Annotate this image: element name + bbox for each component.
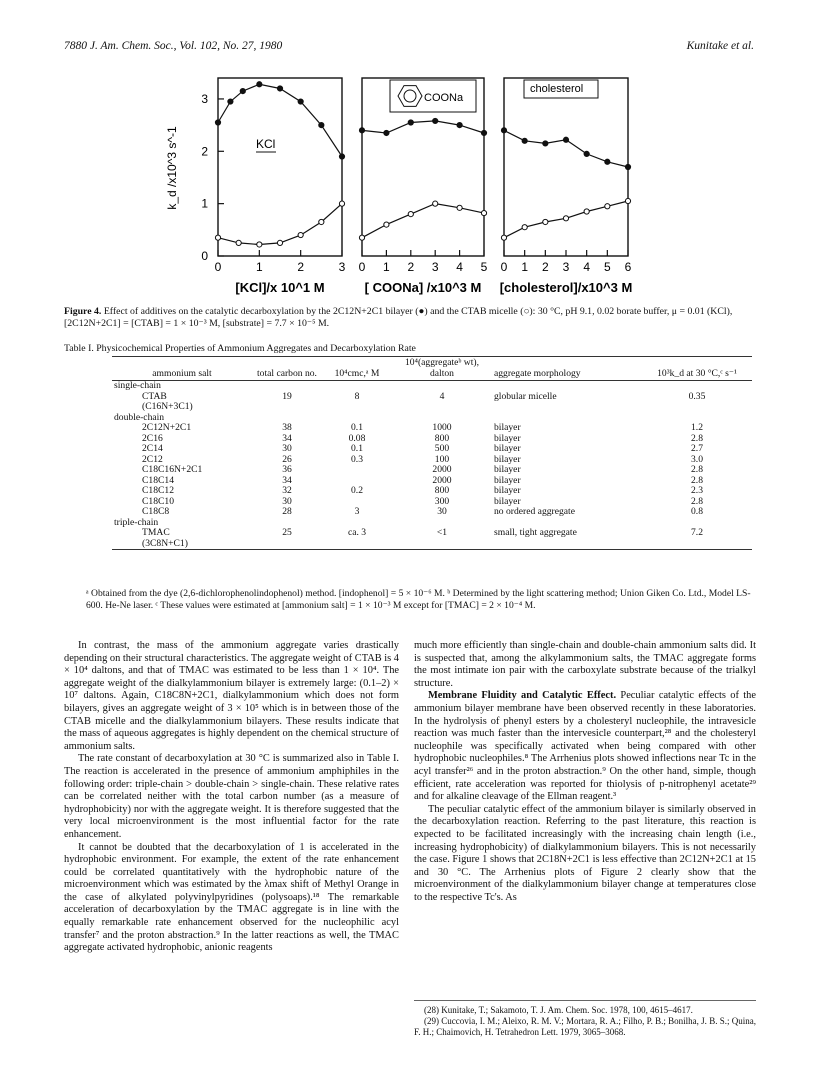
micelle-point [605,204,610,209]
table-cell-morph: bilayer [494,464,521,475]
x-tick-label: 3 [338,260,346,274]
table-cell-morph: bilayer [494,432,521,444]
micelle-point [384,222,389,227]
micelle-point [543,219,548,224]
table-row [112,539,752,550]
table-cell-wt [392,539,492,550]
table-cell-cmc [322,381,392,392]
table-cell-morph: small, tight aggregate [494,527,577,538]
table-cell-cmc [322,539,392,550]
table-cell-carbon: 34 [282,432,292,444]
figure-4-chart [150,60,670,310]
table-cell-kd: 3.0 [691,453,703,465]
bilayer-point [408,120,413,125]
micelle-point [257,242,262,247]
running-head [64,40,754,56]
x-axis-label: [cholesterol]/x10^3 M [499,280,633,295]
table-cell-kd: 0.35 [688,390,706,402]
micelle-point [215,235,220,240]
table-cell-wt: 800 [434,485,450,496]
table-cell-salt: double-chain [114,411,165,423]
x-tick-label: 5 [603,260,611,274]
x-tick-label: 1 [255,260,263,274]
table-cell-salt: 2C12N+2C1 [142,422,192,433]
table-cell-salt: 2C16 [142,432,163,444]
table-cell-carbon: 32 [282,485,292,496]
micelle-point [522,225,527,230]
table-row [112,392,752,403]
bilayer-point [359,128,364,133]
panel-frame [218,78,342,256]
figure-caption [64,306,754,330]
table-cell-kd [642,402,752,413]
table-cell-cmc: 0.08 [348,432,366,444]
y-tick-label: 0 [201,249,208,263]
table-row [112,444,752,455]
table-cell-morph: globular micelle [494,390,557,402]
panel-label-cholesterol: cholesterol [530,83,584,95]
x-tick-label: 6 [624,260,632,274]
micelle-point [457,205,462,210]
table-cell-cmc [322,402,392,413]
table-cell-cmc [322,465,392,476]
micelle-point [277,240,282,245]
paragraph: The peculiar catalytic effect of the ammonium bilayer is similarly observed in the decarboxylation reaction. Referring to the past literature, this reaction is expected to be facilitated increasingly with the increasing chain length (i.e., increasing hydrophobicity) of dialkylammonium bilayers. This is not necessarily the case. Figure 1 shows that 2C18N+2C1 is less effective than 2C12N+2C1 at 15 and 30 °C. The Arrhenius plots of Figure 2 clearly show that the microenvironment of the dialkylammonium bilayer change at temperatures close to the respective Tc's. As [414,803,756,903]
bilayer-point [457,123,462,128]
bilayer-point [384,130,389,135]
paragraph [414,690,756,803]
bilayer-point [257,82,262,87]
table-cell-kd: 7.2 [691,527,703,538]
paragraph: It cannot be doubted that the decarboxylation of 1 is accelerated in the hydrophobic environment. For example, the extent of the rate enhancement could be correlated quantitatively with the hydrophobic nature of the microenvironment which was estimated by the λmax shift of Methyl Orange in the case of alkylated polyvinylpyridines (polysoaps).¹⁸ The remarkable acceleration of decarboxylation by the TMAC aggregate is in line with the equally remarkable rate enhancement observed for the nucleophilic acyl transfer⁷ and the proton abstraction.⁹ In the latter reactions as well, the TMAC aggregate activated hydrophobic, anionic reagents [64,841,399,954]
panel-frame [362,78,484,256]
caption-label: Figure 4. [64,306,102,317]
paragraph: much more efficiently than single-chain and double-chain ammonium salts did. It is suspected that, among the alkylammonium salts, the TMAC aggregate forms the most intimate ion pair with the carboxylate substrate because of the trialkyl structure. [414,640,756,689]
table-group-row [112,518,752,529]
table-cell-carbon: 28 [282,506,292,517]
reference-28: (28) Kunitake, T.; Sakamoto, T. J. Am. Chem. Soc. 1978, 100, 4615–4617. [424,1005,693,1015]
x-tick-label: 5 [480,260,488,274]
table-cell-salt: C18C14 [142,474,174,486]
body-column-left [64,640,399,955]
table-title: Table I. Physicochemical Properties of Ammonium Aggregates and Decarboxylation Rate [64,343,416,354]
col-header-salt: ammonium salt [152,367,212,379]
micelle-point [319,219,324,224]
table-cell-carbon [252,539,322,550]
bilayer-point [625,164,630,169]
table-cell-carbon: 30 [282,495,292,507]
bilayer-point [501,128,506,133]
table-cell-salt: CTAB [142,390,167,402]
bilayer-point [277,86,282,91]
x-tick-label: 0 [500,260,508,274]
table-row [112,423,752,434]
table-cell-kd: 2.8 [691,432,703,444]
panel-label-kcl: KCl [256,137,276,151]
micelle-point [359,235,364,240]
table-cell-morph: bilayer [494,443,521,454]
table-cell-morph: bilayer [494,495,521,507]
table-cell-carbon: 19 [282,390,292,402]
table-cell-kd: 2.8 [691,464,703,475]
table-cell-salt: triple-chain [114,516,159,528]
bilayer-point [228,99,233,104]
table-row [112,465,752,476]
body-column-right [414,640,756,904]
bilayer-point [563,137,568,142]
table-footnotes: ᵃ Obtained from the dye (2,6-dichlorophenolindophenol) method. [indophenol] = 5 × 10⁻⁶ M. ᵇ Determined by the light scattering method; Union Giken Co. Ltd., Model LS-600. He-Ne laser. ᶜ These values were estimated at [ammonium salt] = 1 × 10⁻³ M except for [TMAC] = 2 × 10⁻⁴ M. [86,588,751,611]
micelle-point [433,201,438,206]
table-cell-wt: 800 [434,432,450,444]
bilayer-point [481,130,486,135]
table-cell-salt: C18C8 [142,506,170,517]
reference-29: (29) Cuccovia, I. M.; Aleixo, R. M. V.; Mortara, R. A.; Filho, P. B.; Bonilha, J. B. S.; Quina, F. H.; Chaimovich, H. Tetrahedron Lett. 1979, 3065–3068. [414,1016,756,1037]
bilayer-point [433,118,438,123]
table-cell-salt: single-chain [114,380,161,391]
caption-text: Effect of additives on the catalytic decarboxylation by the 2C12N+2C1 bilayer (●) and the CTAB micelle (○): 30 °C, pH 9.1, 0.02 borate buffer, μ = 0.01 (KCl), [2C12N+2C1] = [CTAB] = 1 × 10⁻³ M, [substrate] = 7.7 × 10⁻⁵ M. [64,306,733,329]
table-cell-salt: 2C12 [142,453,163,465]
table-cell-cmc: 0.3 [351,453,363,465]
col-header-carbon: total carbon no. [257,367,317,379]
table-group-row [112,381,752,392]
x-tick-label: 4 [583,260,591,274]
y-axis-label: k_d /x10^3 s^-1 [165,126,179,210]
benzene-ring-icon [398,86,422,107]
table-cell-morph [492,539,642,550]
series-line [362,204,484,238]
col-header-cmc: 10⁴cmc,ᵃ M [334,367,380,379]
table-row [112,486,752,497]
table-row [112,476,752,487]
x-tick-label: 2 [297,260,305,274]
x-tick-label: 0 [358,260,366,274]
table-cell-carbon: 25 [282,527,292,538]
micelle-point [625,198,630,203]
table-cell-morph: no ordered aggregate [494,506,575,517]
panel-label-coona: COONa [424,92,464,104]
properties-table [112,356,752,550]
table-cell-kd [642,539,752,550]
table-cell-cmc: 3 [354,506,360,517]
table-cell-salt: C18C16N+2C1 [142,464,203,475]
table-cell-wt: 300 [434,495,450,507]
journal-citation: 7880 J. Am. Chem. Soc., Vol. 102, No. 27, 1980 [64,40,283,52]
table-cell-wt: 2000 [432,464,452,475]
table-cell-cmc: 8 [354,390,360,402]
micelle-point [481,210,486,215]
paragraph-text: Peculiar catalytic effects of the ammonium bilayer membrane have been observed recently in these laboratories. In the hydrolysis of phenyl esters by a cholesteryl nucleophile, the intravesicle reaction was much faster than the intervesicle counterpart,²⁸ and the cholesteryl nucleophile was specifically activated when being compared with other hydrophobic nucleophiles.⁸ The Arrhenius plots showed inflections near Tc in the acyl transfer²⁶ and in the proton abstraction.⁹ On the other hand, simple, though efficient, rate acceleration was reported for thiolysis of p-nitrophenyl acetate²⁹ and for alkaline cleavage of the Ellman reagent.³ [414,690,756,803]
micelle-point [584,209,589,214]
x-tick-label: 4 [456,260,463,274]
table-cell-wt: 100 [434,453,450,465]
bilayer-point [522,138,527,143]
y-tick-label: 3 [201,91,208,106]
benzene-ring-inner-icon [404,90,416,102]
y-tick-label: 1 [201,196,208,211]
x-axis-label: [ COONa] /x10^3 M [364,280,482,295]
table-cell-kd: 2.7 [691,443,703,454]
table-cell-salt: (C16N+3C1) [142,401,193,412]
table-cell-kd: 0.8 [691,506,703,517]
x-tick-label: 3 [562,260,570,274]
paragraph: In contrast, the mass of the ammonium aggregate varies drastically depending on their structural characteristics. The aggregate weight of CTAB is 4 × 10⁴ daltons, and that of TMAC was estimated to be less than 1 × 10⁴. The aggregate weight of the dialkylammonium bilayer is extremely large: (0.1–2) × 10⁷ daltons. Again, C18C8N+2C1, dialkylammonium which does not form bilayers, gives an aggregate weight of 3 × 10⁵ which is in between those of the CTAB micelle and the dialkylammonium bilayers. These results indicate that the mass of aqueous aggregates is highly dependent on the chemical structure of ammonium salts. [64,640,399,752]
bilayer-point [543,141,548,146]
x-axis-label: [KCl]/x 10^1 M [235,280,325,295]
x-tick-label: 2 [541,260,549,274]
bilayer-point [298,99,303,104]
table-cell-morph [492,381,642,392]
x-tick-label: 3 [431,260,439,274]
micelle-point [298,232,303,237]
table-cell-morph: bilayer [494,485,521,496]
table-cell-kd: 1.2 [691,422,703,433]
table-cell-wt [392,381,492,392]
bilayer-point [584,151,589,156]
table-row [112,497,752,508]
references [414,1000,756,1038]
table-cell-salt: C18C10 [142,495,174,507]
table-cell-wt: 1000 [432,422,452,433]
table-cell-cmc: 0.1 [351,443,363,454]
table-cell-wt: 500 [434,443,450,454]
x-tick-label: 0 [214,260,222,274]
table-row [112,402,752,413]
table-cell-carbon: 34 [282,474,292,486]
table-cell-salt: C18C12 [142,485,174,496]
table-cell-kd: 2.8 [691,474,703,486]
micelle-point [408,212,413,217]
table-cell-salt: (3C8N+C1) [142,537,188,549]
table-1 [112,356,752,550]
table-cell-morph: bilayer [494,453,521,465]
x-tick-label: 1 [383,260,390,274]
bilayer-point [605,159,610,164]
table-cell-morph [492,402,642,413]
bilayer-point [240,88,245,93]
table-cell-kd: 2.8 [691,495,703,507]
micelle-point [236,240,241,245]
table-cell-salt: TMAC [142,527,170,538]
table-cell-carbon [252,381,322,392]
series-line [218,84,342,156]
table-cell-carbon: 26 [282,453,292,465]
col-header-weight: 10⁴(aggregateᵇ wt), dalton [405,357,479,379]
table-row [112,434,752,445]
bilayer-point [339,154,344,159]
figure-4 [150,60,670,310]
table-cell-wt: 2000 [432,474,452,486]
series-line [362,121,484,133]
table-cell-carbon [252,402,322,413]
table-cell-cmc: 0.1 [351,422,363,433]
micelle-point [563,216,568,221]
table-cell-carbon: 36 [282,464,292,475]
col-header-kd: 10³k_d at 30 °C,ᶜ s⁻¹ [657,367,737,379]
col-header-morphology: aggregate morphology [494,367,581,379]
table-cell-wt: 30 [437,506,447,517]
micelle-point [501,235,506,240]
table-cell-salt: 2C14 [142,443,163,454]
table-cell-morph: bilayer [494,422,521,433]
table-body [112,381,752,550]
table-cell-kd [642,381,752,392]
y-tick-label: 2 [201,144,208,159]
paragraph: The rate constant of decarboxylation at 30 °C is summarized also in Table I. The reaction is accelerated in the presence of ammonium amphiphiles in the following order: triple-chain > double-chain > single-chain. These relative rates can be correlated neither with the total carbon number (as a measure of hydrophobicity) nor with the aggregate weight. It is therefore suggested that the very local microenvironment is the most influential factor for the rate enhancement. [64,753,399,840]
table-cell-wt: 4 [439,390,445,402]
x-tick-label: 1 [521,260,529,274]
bilayer-point [215,120,220,125]
table-cell-wt [392,402,492,413]
table-cell-wt: <1 [436,527,448,538]
table-cell-carbon: 38 [282,422,292,433]
table-header-row [112,357,752,381]
bilayer-point [319,123,324,128]
micelle-point [339,201,344,206]
table-cell-kd: 2.3 [691,485,703,496]
author-running-title: Kunitake et al. [686,40,754,52]
table-cell-cmc: 0.2 [351,485,363,496]
section-heading: Membrane Fluidity and Catalytic Effect. [428,690,617,702]
x-tick-label: 2 [407,260,415,274]
table-row [112,507,752,518]
table-cell-cmc: ca. 3 [347,527,367,538]
table-row [112,528,752,539]
table-cell-carbon: 30 [282,443,292,454]
table-cell-morph: bilayer [494,474,521,486]
